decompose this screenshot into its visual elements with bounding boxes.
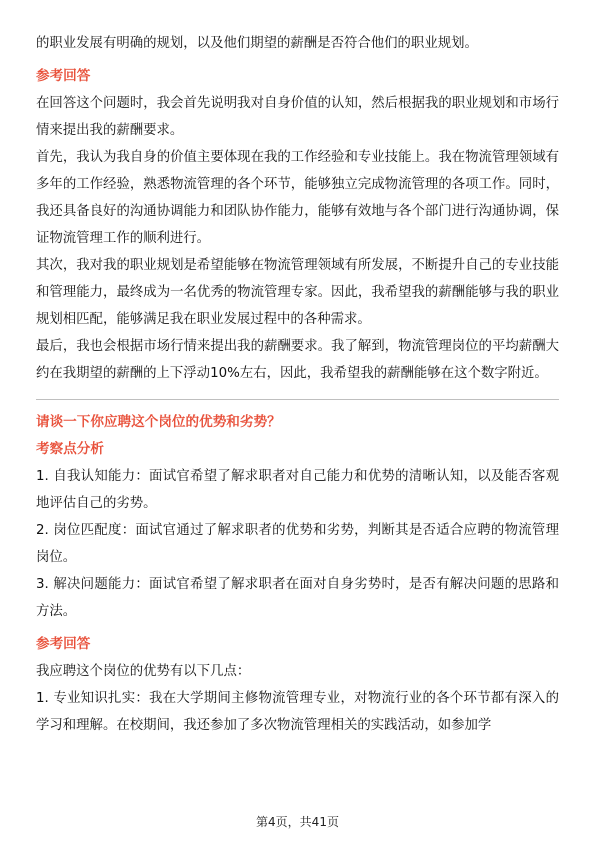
answer1-paragraph: 最后，我也会根据市场行情来提出我的薪酬要求。我了解到，物流管理岗位的平均薪酬大约在我期望的薪酬的上下浮动10%左右，因此，我希望我的薪酬能够在这个数字附近。: [36, 339, 559, 381]
answer1-paragraph: 首先，我认为我自身的价值主要体现在我的工作经验和专业技能上。我在物流管理领域有多年的工作经验，熟悉物流管理的各个环节，能够独立完成物流管理的各项工作。同时，我还具备良好的沟通协调能力和团队协作能力，能够有效地与各个部门进行沟通协调，保证物流管理工作的顺利进行。: [36, 150, 559, 246]
section-divider: [36, 399, 559, 400]
intro-tail-text: 的职业发展有明确的规划，以及他们期望的薪酬是否符合他们的职业规划。: [36, 36, 478, 51]
answer1-paragraph: 在回答这个问题时，我会首先说明我对自身价值的认知，然后根据我的职业规划和市场行情来提出我的薪酬要求。: [36, 96, 559, 138]
analysis-heading: 考察点分析: [36, 441, 104, 457]
page-content: [36, 30, 559, 739]
analysis-item: 2. 岗位匹配度：面试官通过了解求职者的优势和劣势，判断其是否适合应聘的物流管理岗位。: [36, 523, 559, 565]
answer2-heading: 参考回答: [36, 636, 91, 652]
question2-title: 请谈一下你应聘这个岗位的优势和劣势？: [36, 414, 281, 430]
answer2-paragraph: 我应聘这个岗位的优势有以下几点：: [36, 664, 251, 679]
page-number: 第4页，共41页: [256, 815, 339, 829]
analysis-item: 3. 解决问题能力：面试官希望了解求职者在面对自身劣势时，是否有解决问题的思路和方法。: [36, 577, 559, 619]
answer1-paragraph: 其次，我对我的职业规划是希望能够在物流管理领域有所发展，不断提升自己的专业技能和管理能力，最终成为一名优秀的物流管理专家。因此，我希望我的薪酬能够与我的职业规划相匹配，能够满足我在职业发展过程中的各种需求。: [36, 258, 559, 327]
answer1-heading: 参考回答: [36, 68, 91, 84]
answer2-paragraph: 1. 专业知识扎实：我在大学期间主修物流管理专业，对物流行业的各个环节都有深入的学习和理解。在校期间，我还参加了多次物流管理相关的实践活动，如参加学: [36, 691, 559, 733]
analysis-item: 1. 自我认知能力：面试官希望了解求职者对自己能力和优势的清晰认知，以及能否客观地评估自己的劣势。: [36, 469, 559, 511]
